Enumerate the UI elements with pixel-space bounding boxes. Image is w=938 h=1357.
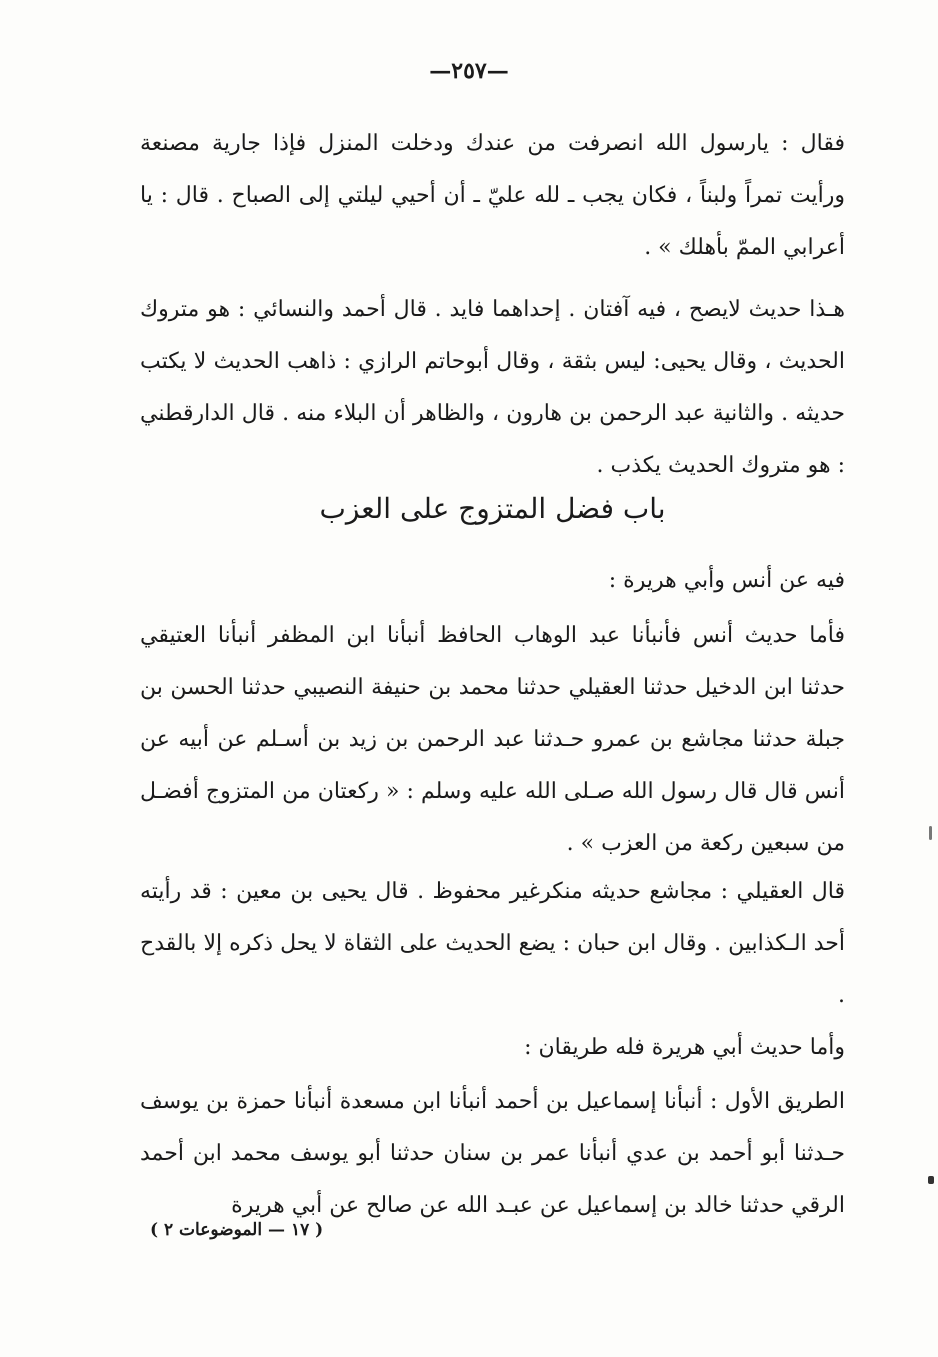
paragraph-intro: فيه عن أنس وأبي هريرة :: [608, 568, 845, 593]
page-number: —٢٥٧—: [429, 58, 509, 84]
paragraph-commentary: هـذا حديث لايصح ، فيه آفتان . إحداهما فايد . قال أحمد والنسائي : هو متروك الحديث ، وقال يحيى: ليس بثقة ، وقال أبوحاتم الرازي : ذاهب الحديث لا يكتب حديثه . والثانية عبد الرحمن بن هارون ، والظاهر أن البلاء منه . قال الدارقطني : هو متروك الحديث يكذب .: [140, 297, 845, 478]
paragraph-hadith-end: فقال : يارسول الله انصرفت من عندك ودخلت المنزل فإذا جارية مصنعة ورأيت تمراً ولبناً ، فكان يجب ـ لله عليّ ـ أن أحيي ليلتي إلى الصباح . قال : يا أعرابي الممّ بأهلك » .: [140, 131, 845, 260]
paragraph-first-chain: الطريق الأول : أنبأنا إسماعيل بن أحمد أنبأنا ابن مسعدة أنبأنا حمزة بن يوسف حـدثنا أبو أحمد بن عدي أنبأنا عمر بن سنان حدثنا أبو يوسف محمد ابن أحمد الرقي حدثنا خالد بن إسماعيل عن عبـد الله عن صالح عن أبي هريرة: [140, 1089, 845, 1218]
paragraph-anas-hadith: فأما حديث أنس فأنبأنا عبد الوهاب الحافظ أنبأنا ابن المظفر أنبأنا العتيقي حدثنا ابن الدخيل حدثنا العقيلي حدثنا محمد بن حنيفة النصيبي حدثنا الحسن بن جبلة حدثنا مجاشع بن عمرو حـدثنا عبد الرحمن بن زيد بن أسـلم عن أبيه عن أنس قال قال رسول الله صـلى الله عليه وسلم : « ركعتان من المتزوج أفضـل من سبعين ركعة من العزب » .: [140, 623, 845, 856]
scan-speck: [928, 1176, 934, 1184]
chapter-heading: باب فضل المتزوج على العزب: [319, 492, 666, 525]
paragraph-abu-hurayra-intro: وأما حديث أبي هريرة فله طريقان :: [524, 1035, 845, 1060]
scan-speck: [929, 826, 932, 840]
paragraph-uqayli-commentary: قال العقيلي : مجاشع حديثه منكرغير محفوظ . قال يحيى بن معين : قد رأيته أحد الـكذابين . وقال ابن حبان : يضع الحديث على الثقاة لا يحل ذكره إلا بالقدح .: [140, 879, 845, 1008]
signature-mark: ( ١٧ — الموضوعات ٢ ): [150, 1220, 324, 1240]
